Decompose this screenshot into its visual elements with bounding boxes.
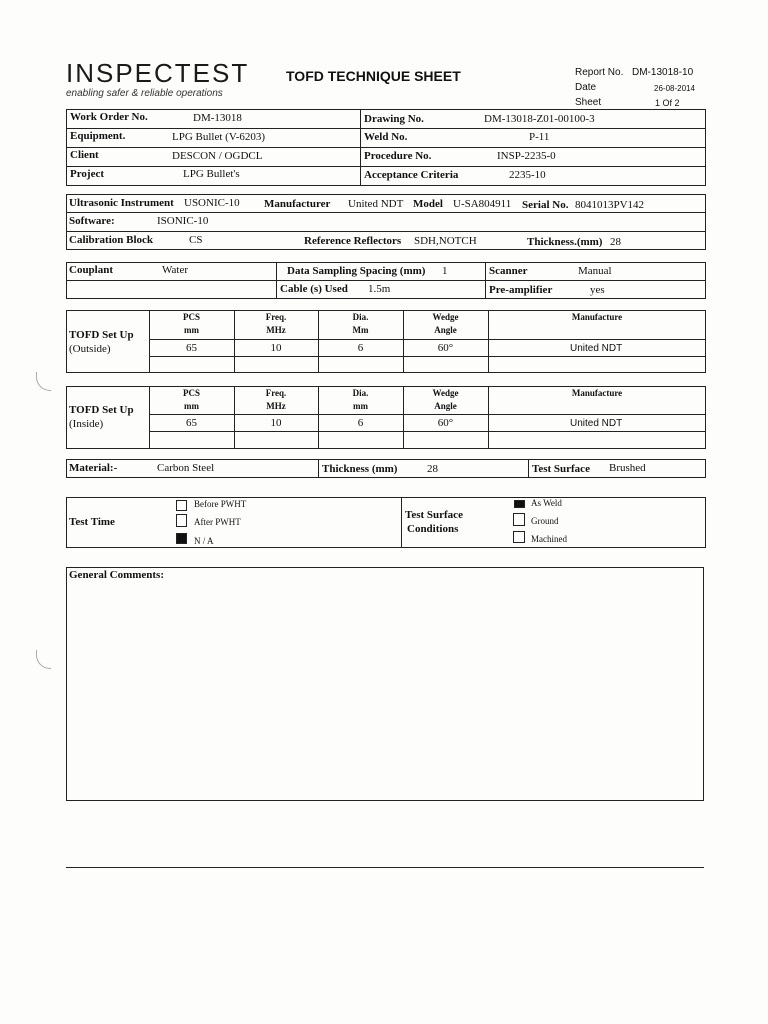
cable-label: Cable (s) Used — [280, 283, 348, 295]
dia-header: Dia. — [352, 388, 369, 398]
ut-instrument-value: USONIC-10 — [184, 197, 240, 209]
weld-value: P-11 — [529, 131, 550, 143]
wedge-unit: Angle — [434, 401, 457, 411]
wedge-unit: Angle — [434, 325, 457, 335]
manufacture-value: United NDT — [570, 418, 623, 429]
date-label: Date — [575, 82, 597, 93]
work-order-label: Work Order No. — [70, 111, 148, 123]
software-value: ISONIC-10 — [157, 215, 209, 227]
report-no-value: DM-13018-10 — [632, 67, 694, 78]
test-surface-value: Brushed — [609, 462, 646, 474]
page-title: TOFD TECHNIQUE SHEET — [286, 68, 461, 84]
project-value: LPG Bullet's — [183, 168, 240, 180]
manufacture-value: United NDT — [570, 343, 623, 354]
freq-unit: MHz — [266, 401, 286, 411]
machined-label: Machined — [531, 534, 567, 544]
software-label: Software: — [69, 215, 115, 227]
weld-label: Weld No. — [364, 131, 408, 143]
freq-header: Freq. — [265, 312, 287, 322]
preamp-value: yes — [590, 284, 605, 296]
sheet-value: 1 Of 2 — [655, 98, 680, 108]
test-time-table — [66, 497, 706, 548]
wedge-value: 60° — [437, 417, 454, 429]
report-no-label: Report No. — [575, 67, 624, 78]
procedure-label: Procedure No. — [364, 150, 432, 162]
dia-value: 6 — [357, 417, 364, 429]
dia-unit: Mm — [352, 325, 369, 335]
company-logo: INSPECTEST — [66, 58, 250, 88]
project-label: Project — [70, 168, 104, 180]
na-checkbox[interactable] — [176, 533, 187, 544]
manufacture-header: Manufacture — [571, 388, 623, 398]
model-value: U-SA804911 — [453, 198, 512, 210]
pcs-value: 65 — [186, 417, 197, 429]
work-order-value: DM-13018 — [193, 112, 242, 124]
material-label: Material:- — [69, 462, 118, 474]
before-pwht-checkbox[interactable] — [176, 500, 187, 511]
tofd-inside-sublabel: (Inside) — [69, 418, 104, 430]
manufacturer-value: United NDT — [348, 198, 404, 210]
equipment-label: Equipment. — [70, 130, 126, 142]
after-pwht-checkbox[interactable] — [176, 514, 187, 527]
cable-value: 1.5m — [368, 283, 391, 295]
sampling-value: 1 — [442, 265, 448, 277]
wedge-value: 60° — [437, 342, 454, 354]
general-comments-box[interactable] — [66, 567, 704, 801]
general-comments-label: General Comments: — [69, 569, 165, 581]
tofd-outside-label: TOFD Set Up — [69, 329, 134, 341]
acceptance-value: 2235-10 — [509, 169, 546, 181]
cal-block-label: Calibration Block — [69, 234, 154, 246]
pcs-unit: mm — [184, 401, 199, 411]
freq-unit: MHz — [266, 325, 286, 335]
wedge-header: Wedge — [432, 388, 459, 398]
cal-thickness-label: Thickness.(mm) — [527, 236, 603, 248]
freq-value: 10 — [270, 417, 282, 429]
cal-thickness-value: 28 — [610, 236, 621, 248]
manufacturer-label: Manufacturer — [264, 198, 331, 210]
material-value: Carbon Steel — [157, 462, 215, 474]
scanner-value: Manual — [578, 265, 612, 277]
pcs-header: PCS — [182, 312, 200, 322]
scan-mark — [36, 372, 51, 391]
cal-block-value: CS — [189, 234, 203, 246]
serial-label: Serial No. — [522, 199, 569, 211]
ground-label: Ground — [531, 516, 559, 526]
freq-value: 10 — [270, 342, 282, 354]
client-value: DESCON / OGDCL — [172, 150, 263, 162]
as-weld-label: As Weld — [531, 498, 562, 508]
preamp-label: Pre-amplifier — [489, 284, 553, 296]
freq-header: Freq. — [265, 388, 287, 398]
ground-checkbox[interactable] — [513, 513, 525, 526]
material-thickness-value: 28 — [427, 463, 438, 475]
serial-value: 8041013PV142 — [575, 199, 645, 211]
test-surface-label: Test Surface — [532, 463, 590, 475]
pcs-header: PCS — [182, 388, 200, 398]
model-label: Model — [413, 198, 443, 210]
as-weld-checkbox[interactable] — [514, 500, 525, 508]
pcs-unit: mm — [184, 325, 199, 335]
dia-unit: mm — [353, 401, 368, 411]
equipment-value: LPG Bullet (V-6203) — [172, 131, 266, 143]
pcs-value: 65 — [186, 342, 197, 354]
na-label: N / A — [194, 536, 214, 546]
scan-mark — [36, 650, 51, 669]
before-pwht-label: Before PWHT — [194, 499, 247, 509]
scanner-label: Scanner — [489, 265, 528, 277]
tofd-inside-label: TOFD Set Up — [69, 404, 134, 416]
couplant-value: Water — [162, 264, 188, 276]
drawing-value: DM-13018-Z01-00100-3 — [484, 113, 595, 125]
signature-line — [66, 867, 704, 868]
test-time-label: Test Time — [69, 516, 115, 528]
dia-value: 6 — [357, 342, 364, 354]
procedure-value: INSP-2235-0 — [497, 150, 556, 162]
client-label: Client — [70, 149, 99, 161]
ut-instrument-label: Ultrasonic Instrument — [69, 197, 174, 209]
acceptance-label: Acceptance Criteria — [364, 169, 459, 181]
wedge-header: Wedge — [432, 312, 459, 322]
ref-reflectors-label: Reference Reflectors — [304, 235, 402, 247]
test-surface-conditions-sublabel: Conditions — [407, 523, 459, 535]
after-pwht-label: After PWHT — [194, 517, 241, 527]
machined-checkbox[interactable] — [513, 531, 525, 543]
test-surface-conditions-label: Test Surface — [405, 509, 463, 521]
sampling-label: Data Sampling Spacing (mm) — [287, 265, 426, 277]
date-value: 26-08-2014 — [654, 84, 695, 93]
company-tagline: enabling safer & reliable operations — [66, 88, 223, 99]
couplant-label: Couplant — [69, 264, 114, 276]
tofd-outside-sublabel: (Outside) — [69, 343, 111, 355]
sheet-label: Sheet — [575, 97, 602, 108]
material-thickness-label: Thickness (mm) — [322, 463, 398, 475]
ref-reflectors-value: SDH,NOTCH — [414, 235, 477, 247]
dia-header: Dia. — [352, 312, 369, 322]
manufacture-header: Manufacture — [571, 312, 623, 322]
drawing-label: Drawing No. — [364, 113, 424, 125]
